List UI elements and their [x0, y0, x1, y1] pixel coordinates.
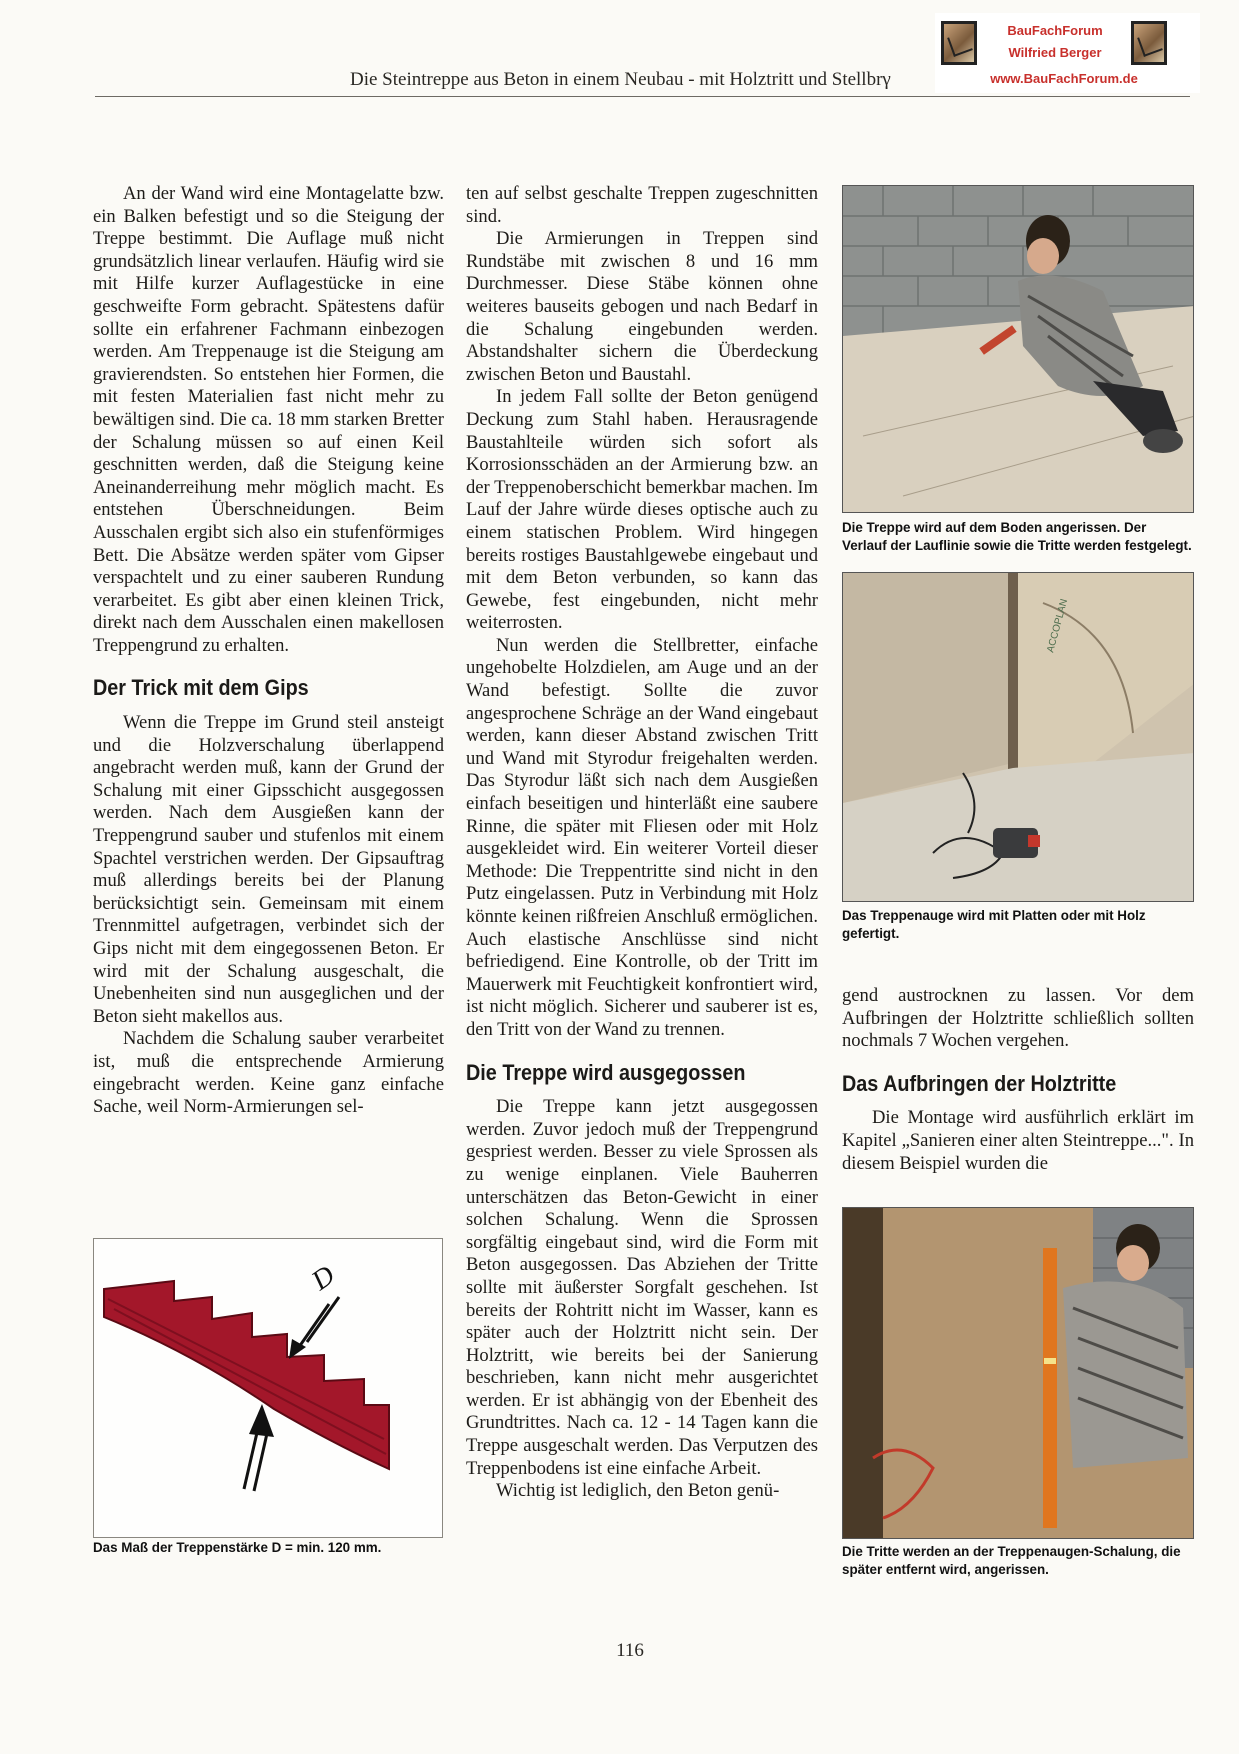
heading-holztritte: Das Aufbringen der Holztritte [842, 1070, 1117, 1096]
col2-paragraph-3: In jedem Fall sollte der Beton genügend Deckung zum Stahl haben. Herausragende Baustahlteile würden sich sofort als Korrosionsschäden an der Armierung bzw. an der Treppenoberschicht bemerkbar machen. Im Lauf der Jahre würde dieses optische auch zu einem statischen Problem. Wird hingegen bereits rostiges Baustahlgewebe eingebaut und mit dem Beton verbunden, so kann das Gewebe, fest eingebunden, nicht mehr weiterrosten. [466, 386, 818, 634]
photo-formwork-image [843, 573, 1194, 902]
logo-picture-right-icon [1131, 21, 1167, 65]
col3-paragraph-2: Die Montage wird ausführlich erklärt im Kapitel „Sanieren einer alten Steintreppe...". In diesem Beispiel wurden die [842, 1107, 1194, 1174]
heading-trick-gips: Der Trick mit dem Gips [93, 675, 309, 701]
logo-line-2: Wilfried Berger [1008, 45, 1102, 60]
col1-paragraph-1: An der Wand wird eine Montagelatte bzw. ein Balken befestigt und so die Steigung der Treppe bestimmt. Die Auflage muß nicht grundsätzlich linear verlaufen. Häufig wird sie mit Hilfe kurzer Auflagestücke in eine geschweifte Form gebracht. Spätestens dafür sollte ein erfahrener Fachmann einbezogen werden. Am Treppenauge ist die Steigung am gravierendsten. So entstehen hier Formen, die mit festen Materialien fast nicht mehr zu bewältigen sind. Die ca. 18 mm starken Bretter der Schalung müssen so auf einen Keil geschnitten werden, daß die Steigung keine Aneinanderreihung mehr möglich macht. Es entstehen Überschneidungen. Beim Ausschalen ergibt sich also ein stufenförmiges Bett. Die Absätze werden später vom Gipser verspachtelt und zu einer sauberen Rundung verarbeitet. Es gibt aber einen kleinen Trick, direkt nach dem Ausschalen einen makellosen Treppengrund zu erhalten. [93, 183, 444, 656]
column-3 [842, 985, 1194, 1175]
col2-paragraph-4: Nun werden die Stellbretter, einfache ungehobelte Holzdielen, am Auge und an der Wand befestigt. Sollte die zuvor angesprochene Schräge an der Wand eingebaut werden, kann dieser Abstand zwischen Tritt und Wand mit Styrodur freigehalten werden. Das Styrodur läßt sich nach dem Ausgießen einfach beseitigen und hinterläßt eine saubere Rinne, die später mit Fliesen oder mit Holz ausgekleidet wird. Ein weiterer Vorteil dieser Methode: Die Treppentritte sind nicht in den Putz eingelassen. Putz in Verbindung mit Holz könnte keinen rißfreien Anschluß ermöglichen. Auch elastische Anschlüsse sind nicht befriedigend. Eine Kontrolle, ob der Tritt im Mauerwerk mit Feuchtigkeit konfrontiert wird, ist nicht möglich. Sicherer und sauberer ist es, den Tritt von der Wand zu trennen. [466, 634, 818, 1040]
caption-photo-floor-marking: Die Treppe wird auf dem Boden angerissen. Der Verlauf der Lauflinie sowie die Tritte werden festgelegt. [842, 520, 1192, 553]
photo-level-marking [842, 1207, 1194, 1539]
stair-thickness-sketch [94, 1239, 444, 1539]
photo-formwork [842, 572, 1194, 902]
logo-picture-left-icon [941, 21, 977, 65]
heading-treppe-ausgegossen: Die Treppe wird ausgegossen [466, 1059, 746, 1085]
column-2 [466, 183, 818, 1503]
baufachforum-logo[interactable] [935, 13, 1200, 93]
caption-drawing: Das Maß der Treppenstärke D = min. 120 mm. [93, 1540, 382, 1555]
col2-paragraph-6: Wichtig ist lediglich, den Beton genü- [496, 1480, 780, 1502]
logo-url[interactable]: www.BauFachForum.de [990, 71, 1138, 86]
logo-line-1: BauFachForum [1007, 23, 1103, 38]
photo-floor-marking-image [843, 186, 1194, 513]
running-title: Die Steintreppe aus Beton in einem Neubau - mit Holztritt und Stellbrγ [350, 69, 891, 90]
col1-paragraph-2: Wenn die Treppe im Grund steil ansteigt und die Holzverschalung überlappend angebracht werden muß, kann der Grund der Schalung mit einer Gipsschicht ausgegossen werden. Nach dem Ausgießen kann der Treppengrund sauber und stufenlos mit einem Spachtel verstrichen werden. Der Gipsauftrag muß allerdings bereits bei der Planung berücksichtigt sein. Gemeinsam mit einem Trennmittel aufgetragen, verbindet sich der Gips nicht mit dem eingegossenen Beton. Er wird mit der Schalung ausgeschalt, die Unebenheiten sind nun ausgeglichen und der Beton sieht makellos aus. [93, 712, 444, 1027]
page-number: 116 [616, 1640, 644, 1661]
col3-paragraph-1: gend austrocknen zu lassen. Vor dem Aufbringen der Holztritte schließlich sollten nochmals 7 Wochen vergehen. [842, 985, 1194, 1052]
svg-text:ACCOPLAN: ACCOPLAN [1045, 597, 1071, 654]
col2-paragraph-1: ten auf selbst geschalte Treppen zugeschnitten sind. [466, 183, 818, 227]
caption-photo-formwork: Das Treppenauge wird mit Platten oder mit Holz gefertigt. [842, 908, 1146, 941]
drawing-label-d: D [306, 1259, 341, 1297]
photo-floor-marking [842, 185, 1194, 513]
col2-paragraph-5: Die Treppe kann jetzt ausgegossen werden. Zuvor jedoch muß der Treppengrund gespriest werden. Besser zu viele Sprossen als zu wenige einplanen. Viele Bauherren unterschätzen das Beton-Gewicht in einer solchen Schalung. Wenn die Sprossen sorgfältig eingebaut sind, wird die Form mit Beton ausgegossen. Das Abziehen der Tritte sollte mit äußerster Sorgfalt geschehen. Ist bereits der Rohtritt nicht im Wasser, kann es später auch der Holztritt nicht sein. Der Holztritt, wie bereits bei der Sanierung beschrieben, kann nicht mehr ausgerichtet werden. Er ist abhängig von der Ebenheit des Grundtrittes. Nach ca. 12 - 14 Tagen kann die Treppe ausgeschalt werden. Das Verputzen des Treppenbodens ist eine einfache Arbeit. [466, 1096, 818, 1479]
col2-paragraph-2: Die Armierungen in Treppen sind Rundstäbe mit zwischen 8 und 16 mm Durchmesser. Diese Stäbe können ohne weiteres bauseits gebogen und nach Bedarf in die Schalung eingebunden werden. Abstandshalter sichern die Überdeckung zwischen Beton und Baustahl. [466, 228, 818, 385]
caption-photo-level-marking: Die Tritte werden an der Treppenaugen-Schalung, die später entfernt wird, angerissen. [842, 1544, 1181, 1577]
col1-paragraph-3: Nachdem die Schalung sauber verarbeitet ist, muß die entsprechende Armierung eingebracht werden. Keine ganz einfache Sache, weil Norm-Armierungen sel- [93, 1028, 444, 1118]
column-1 [93, 183, 444, 1119]
stair-thickness-drawing [93, 1238, 443, 1538]
photo-level-marking-image [843, 1208, 1194, 1539]
